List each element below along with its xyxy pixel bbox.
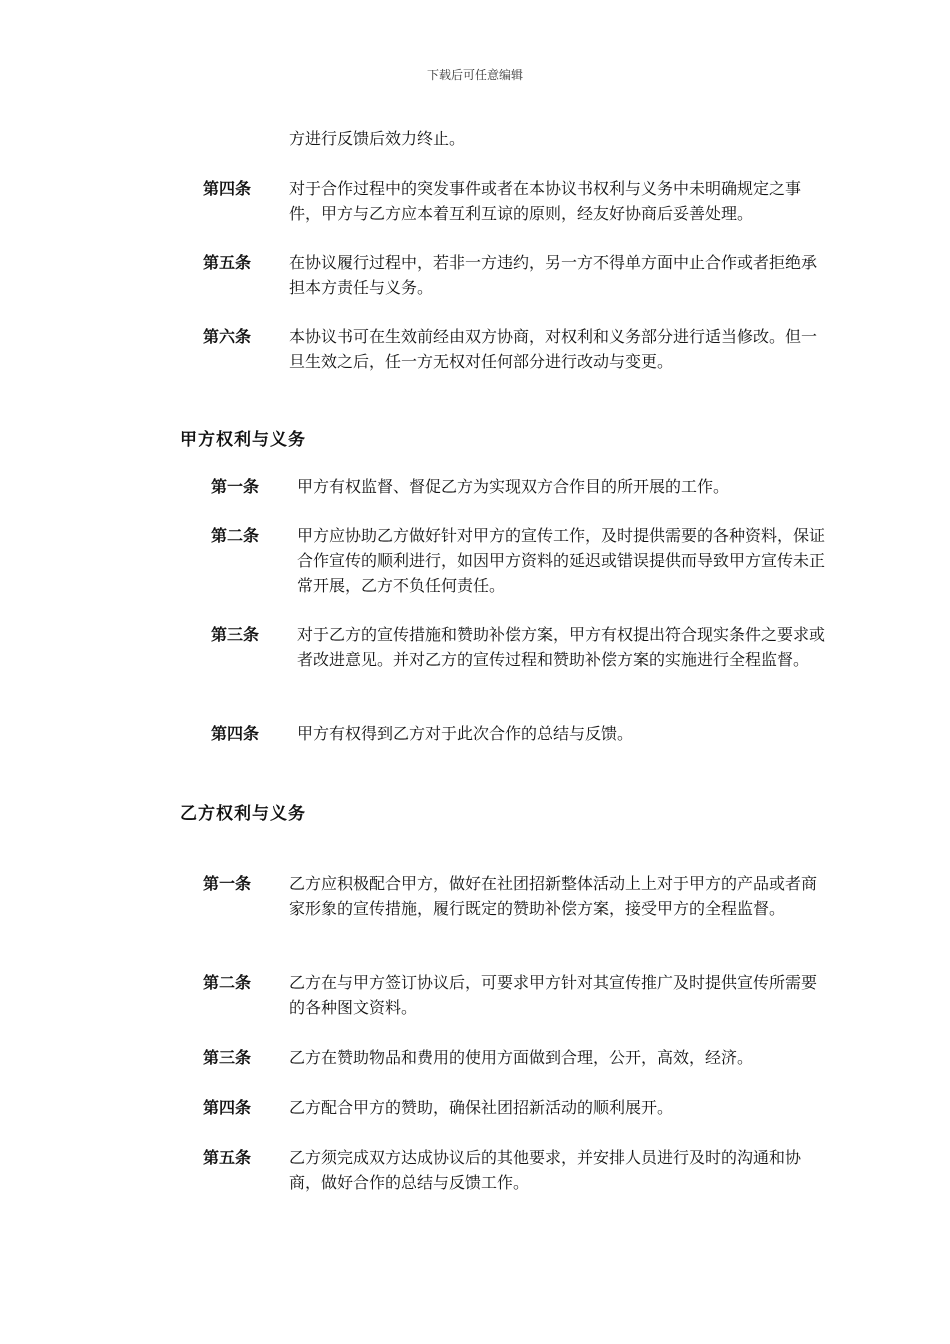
party-b-article-4 xyxy=(203,1095,828,1120)
article-text: 甲方有权监督、督促乙方为实现双方合作目的所开展的工作。 xyxy=(297,477,730,496)
article-text: 乙方在与甲方签订协议后，可要求甲方针对其宣传推广及时提供宣传所需要的各种图文资料。 xyxy=(289,973,818,1017)
article-text: 对于乙方的宣传措施和赞助补偿方案，甲方有权提出符合现实条件之要求或者改进意见。并对乙方的宣传过程和赞助补偿方案的实施进行全程监督。 xyxy=(297,625,826,669)
general-article-6 xyxy=(203,324,828,374)
article-text: 本协议书可在生效前经由双方协商，对权利和义务部分进行适当修改。但一旦生效之后，任一方无权对任何部分进行改动与变更。 xyxy=(289,327,818,371)
article-number: 第二条 xyxy=(211,526,260,545)
article-number: 第四条 xyxy=(211,724,260,743)
article-number: 第一条 xyxy=(211,477,260,496)
article-number: 第二条 xyxy=(203,973,252,992)
article-text: 甲方有权得到乙方对于此次合作的总结与反馈。 xyxy=(297,724,634,743)
party-a-article-1 xyxy=(211,474,831,499)
party-b-section-title: 乙方权利与义务 xyxy=(180,804,306,824)
party-a-article-2 xyxy=(211,523,831,598)
party-b-article-3 xyxy=(203,1045,828,1070)
article-number: 第四条 xyxy=(203,1098,252,1117)
article-text: 乙方配合甲方的赞助，确保社团招新活动的顺利展开。 xyxy=(289,1098,674,1117)
article-number: 第三条 xyxy=(211,625,260,644)
article-text: 在协议履行过程中，若非一方违约，另一方不得单方面中止合作或者拒绝承担本方责任与义务。 xyxy=(289,253,818,297)
party-b-article-5 xyxy=(203,1145,828,1195)
general-article-5 xyxy=(203,250,828,300)
page-header-note: 下载后可任意编辑 xyxy=(426,68,523,82)
article-number: 第四条 xyxy=(203,179,252,198)
article-number: 第三条 xyxy=(203,1048,252,1067)
article-number: 第五条 xyxy=(203,1148,252,1167)
article-text: 乙方须完成双方达成协议后的其他要求，并安排人员进行及时的沟通和协商，做好合作的总结与反馈工作。 xyxy=(289,1148,802,1192)
party-a-article-4 xyxy=(211,721,831,746)
article-text: 对于合作过程中的突发事件或者在本协议书权利与义务中未明确规定之事件，甲方与乙方应本着互利互谅的原则，经友好协商后妥善处理。 xyxy=(289,179,802,223)
party-b-article-2 xyxy=(203,970,828,1020)
general-article-4 xyxy=(203,176,828,226)
article-text: 甲方应协助乙方做好针对甲方的宣传工作，及时提供需要的各种资料，保证合作宣传的顺利进行，如因甲方资料的延迟或错误提供而导致甲方宣传未正常开展，乙方不负任何责任。 xyxy=(297,526,826,595)
article-number: 第一条 xyxy=(203,874,252,893)
article-text: 乙方在赞助物品和费用的使用方面做到合理，公开，高效，经济。 xyxy=(289,1048,754,1067)
party-a-section-title: 甲方权利与义务 xyxy=(180,430,306,450)
article-number: 第六条 xyxy=(203,327,252,346)
continuation-text: 方进行反馈后效力终止。 xyxy=(289,129,466,148)
article-text: 乙方应积极配合甲方，做好在社团招新整体活动上上对于甲方的产品或者商家形象的宣传措施，履行既定的赞助补偿方案，接受甲方的全程监督。 xyxy=(289,874,818,918)
party-b-article-1 xyxy=(203,871,828,921)
party-a-article-3 xyxy=(211,622,831,672)
article-number: 第五条 xyxy=(203,253,252,272)
